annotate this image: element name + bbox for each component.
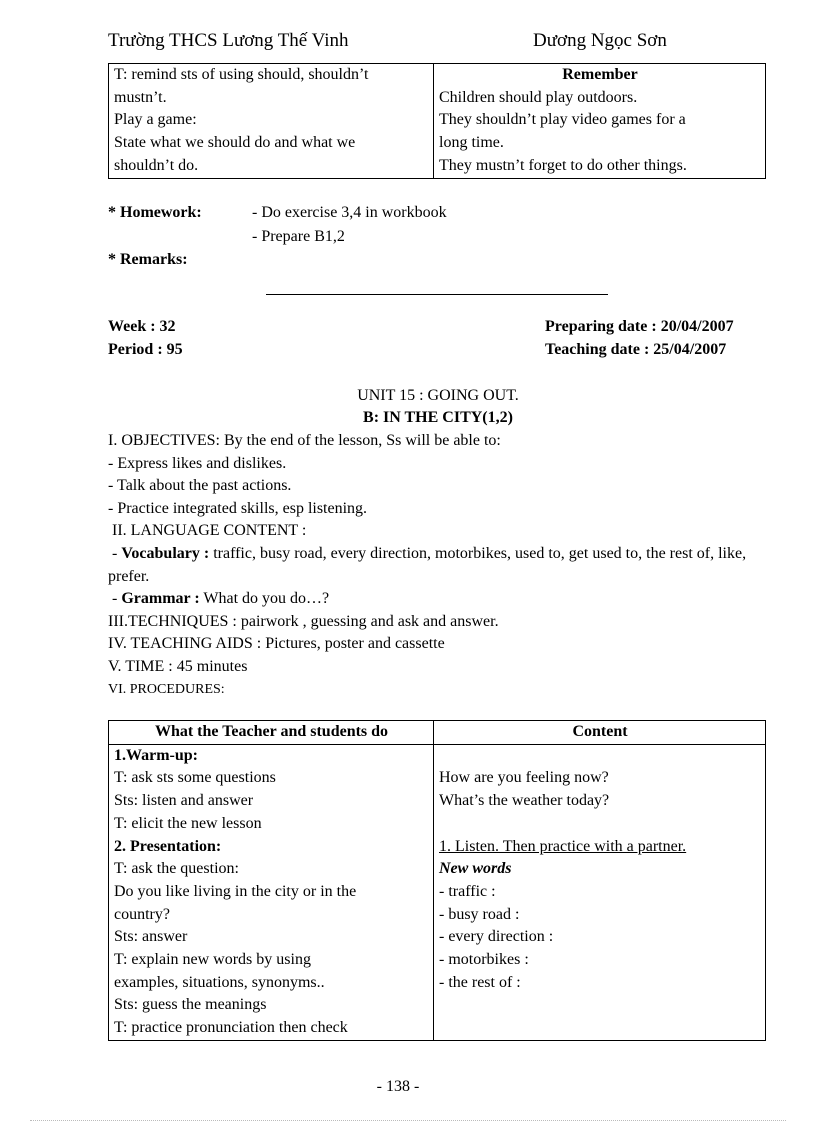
teaching-date: Teaching date : 25/04/2007 [545, 341, 727, 358]
school-name: Trường THCS Lương Thế Vinh [108, 30, 349, 51]
teacher-name: Dương Ngọc Sơn [533, 30, 667, 51]
remember-table-right [434, 64, 766, 179]
vocabulary-line [108, 543, 788, 588]
presentation-step: Sts: answer [114, 928, 188, 946]
language-content-heading: II. LANGUAGE CONTENT : [108, 522, 307, 540]
homework-item: - Prepare B1,2 [252, 228, 345, 245]
grammar-bullet: - [108, 590, 122, 608]
remember-left-line: shouldn’t do. [114, 156, 199, 174]
warmup-question: What’s the weather today? [439, 792, 610, 810]
homework-label: * Homework: [108, 204, 202, 221]
presentation-step: Sts: guess the meanings [114, 996, 267, 1014]
teaching-aids-line: IV. TEACHING AIDS : Pictures, poster and cassette [108, 635, 445, 653]
procedures-table [108, 720, 766, 1041]
presentation-step: Do you like living in the city or in the [114, 882, 357, 900]
remember-title: Remember [562, 66, 638, 83]
homework-item: - Do exercise 3,4 in workbook [252, 204, 447, 221]
week-label: Week : 32 [108, 318, 176, 335]
vocabulary-text: traffic, busy road, every direction, motorbikes, used to, get used to, the rest of, like, prefer. [108, 544, 747, 585]
time-line: V. TIME : 45 minutes [108, 657, 248, 675]
new-word-item: - motorbikes : [439, 951, 529, 969]
warmup-title: 1.Warm-up: [114, 746, 198, 764]
presentation-step: examples, situations, synonyms.. [114, 973, 325, 991]
vocabulary-label: Vocabulary : [121, 544, 210, 562]
objective-item: - Practice integrated skills, esp listening. [108, 499, 368, 517]
remember-left-line: T: remind sts of using should, shouldn’t [114, 66, 369, 83]
remarks-label: * Remarks: [108, 251, 188, 268]
techniques-line: III.TECHNIQUES : pairwork , guessing and ask and answer. [108, 612, 499, 630]
remember-right-line: They mustn’t forget to do other things. [439, 156, 687, 174]
remember-left-line: State what we should do and what we [114, 134, 356, 152]
presentation-title: 2. Presentation: [114, 837, 222, 855]
vocabulary-bullet: - [108, 544, 122, 562]
new-word-item: - traffic : [439, 882, 496, 900]
page-number: - 138 - [376, 1078, 420, 1095]
presentation-step: T: explain new words by using [114, 951, 311, 969]
lesson-plan-body [108, 430, 788, 701]
objective-item: - Express likes and dislikes. [108, 454, 287, 472]
period-label: Period : 95 [108, 341, 183, 358]
remember-table-left [109, 64, 434, 179]
objectives-heading: I. OBJECTIVES: By the end of the lesson, Ss will be able to: [108, 432, 501, 449]
listen-task-title: 1. Listen. Then practice with a partner. [439, 837, 687, 855]
unit-title: UNIT 15 : GOING OUT. [357, 387, 519, 404]
new-words-title: New words [439, 860, 512, 878]
presentation-step: T: practice pronunciation then check [114, 1019, 348, 1037]
presentation-step: T: ask the question: [114, 860, 239, 878]
objective-item: - Talk about the past actions. [108, 477, 292, 495]
new-word-item: - every direction : [439, 928, 554, 946]
remember-left-line: mustn’t. [114, 88, 167, 106]
unit-subtitle: B: IN THE CITY(1,2) [363, 409, 513, 426]
new-word-item: - busy road : [439, 905, 520, 923]
remember-right-line: They shouldn’t play video games for a [439, 111, 686, 129]
remember-left-line: Play a game: [114, 111, 197, 129]
warmup-step: T: ask sts some questions [114, 769, 276, 787]
procedures-activities-cell [109, 744, 434, 1040]
grammar-line [108, 588, 788, 611]
grammar-label: Grammar : [121, 590, 200, 608]
warmup-question: How are you feeling now? [439, 769, 609, 787]
presentation-step: country? [114, 905, 170, 923]
remember-right-line: Children should play outdoors. [439, 88, 638, 106]
procedures-content-cell [434, 744, 766, 1040]
procedures-header-activities: What the Teacher and students do [109, 721, 434, 745]
section-divider [266, 294, 608, 295]
new-word-item: - the rest of : [439, 973, 521, 991]
grammar-text: What do you do…? [199, 590, 330, 608]
procedures-header-content: Content [434, 721, 766, 745]
remember-table [108, 63, 766, 179]
page-bottom-border [30, 1120, 786, 1121]
warmup-step: T: elicit the new lesson [114, 814, 262, 832]
warmup-step: Sts: listen and answer [114, 792, 254, 810]
procedures-heading: VI. PROCEDURES: [108, 681, 225, 697]
preparing-date: Preparing date : 20/04/2007 [545, 318, 734, 335]
remember-right-line: long time. [439, 134, 504, 152]
